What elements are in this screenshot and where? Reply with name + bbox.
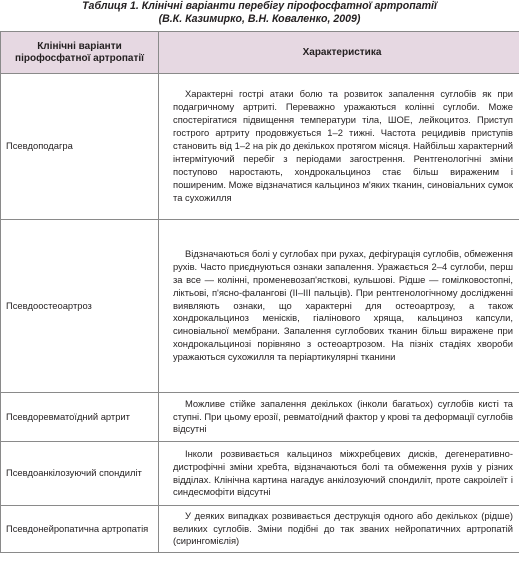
table-source: (В.К. Казимирко, В.Н. Коваленко, 2009) <box>158 13 361 25</box>
table-caption <box>0 0 519 26</box>
table-title: Таблиця 1. Клінічні варіанти перебігу пірофосфатної артропатії <box>82 0 437 12</box>
table-row <box>1 442 519 506</box>
variant-name: Псевдоподагра <box>1 74 159 220</box>
variant-name: Псевдонейропатична артропатія <box>1 506 159 553</box>
variant-description: Інколи розвивається кальциноз міжхребцевих дисків, дегенеративно-дистрофічні зміни хребта, відзначаються болі та обмеження рухів у різних відділах. Клінічна картина нагадує анкілозуючий спондиліт, проте сакроілеїт і синдесмофіти відсутні <box>159 442 519 506</box>
variant-description: Відзначаються болі у суглобах при рухах, дефігурація суглобів, обмеження рухів. Часто приєднуються ознаки запалення. Уражається 2–4 суглоби, перш за все — колінні, променевозап'ясткові, кульшові. Рідше — гомілковостопні, ліктьові, п'ясно-фалангові (ІІ–ІІІ пальців). При рентгенологічному дослідженні виявляють ознаки, що характерні для остеоартрозу, а також хондрокальциноз менісків, гіалінового хряща, кальциноз капсули, синовіальної мембрани. Запалення суглобових тканин більш виражене при хондрокальцинозі порівняно з остеоартрозом. На пізніх стадіях хвороби уражаються сухожилля та періартикулярні тканини <box>159 220 519 393</box>
clinical-variants-table <box>0 31 519 553</box>
variant-description: Можливе стійке запалення декількох (інколи багатьох) суглобів кисті та ступні. При цьому ерозії, ревматоїдний фактор у крові та деформації суглобів відсутні <box>159 393 519 442</box>
variant-name: Псевдоостеоартроз <box>1 220 159 393</box>
variant-description: У деяких випадках розвивається деструкція одного або декількох (рідше) великих суглобів. Зміни подібні до так званих нейропатичних артропатій (сирингомієлія) <box>159 506 519 553</box>
table-row <box>1 506 519 553</box>
header-clinical-variants: Клінічні варіанти пірофосфатної артропатії <box>1 32 159 74</box>
table-header-row <box>1 32 519 74</box>
variant-name: Псевдоревматоїдний артрит <box>1 393 159 442</box>
table-row <box>1 220 519 393</box>
variant-description: Характерні гострі атаки болю та розвиток запалення суглобів як при подагричному артриті. Переважно уражаються колінні суглоби. Може спостерігатися підвищення температури тіла, ШОЕ, лейкоцитоз. Приступ гострого артриту продовжується 1–2 тижні. Частота рецидивів приступів становить від 1–2 на рік до декількох протягом місяця. Найбільш характерний інтермітуючий перебіг з періодами загострення. Рентгенологічні зміни поступово наростають, хондрокальциноз стає більш вираженим і поширеним. Може відзначатися кальциноз м'яких тканин, синовіальних сумок та сухожилля <box>159 74 519 220</box>
table-row <box>1 393 519 442</box>
header-characteristic: Характеристика <box>159 32 519 74</box>
variant-name: Псевдоанкілозуючий спондиліт <box>1 442 159 506</box>
table-row <box>1 74 519 220</box>
